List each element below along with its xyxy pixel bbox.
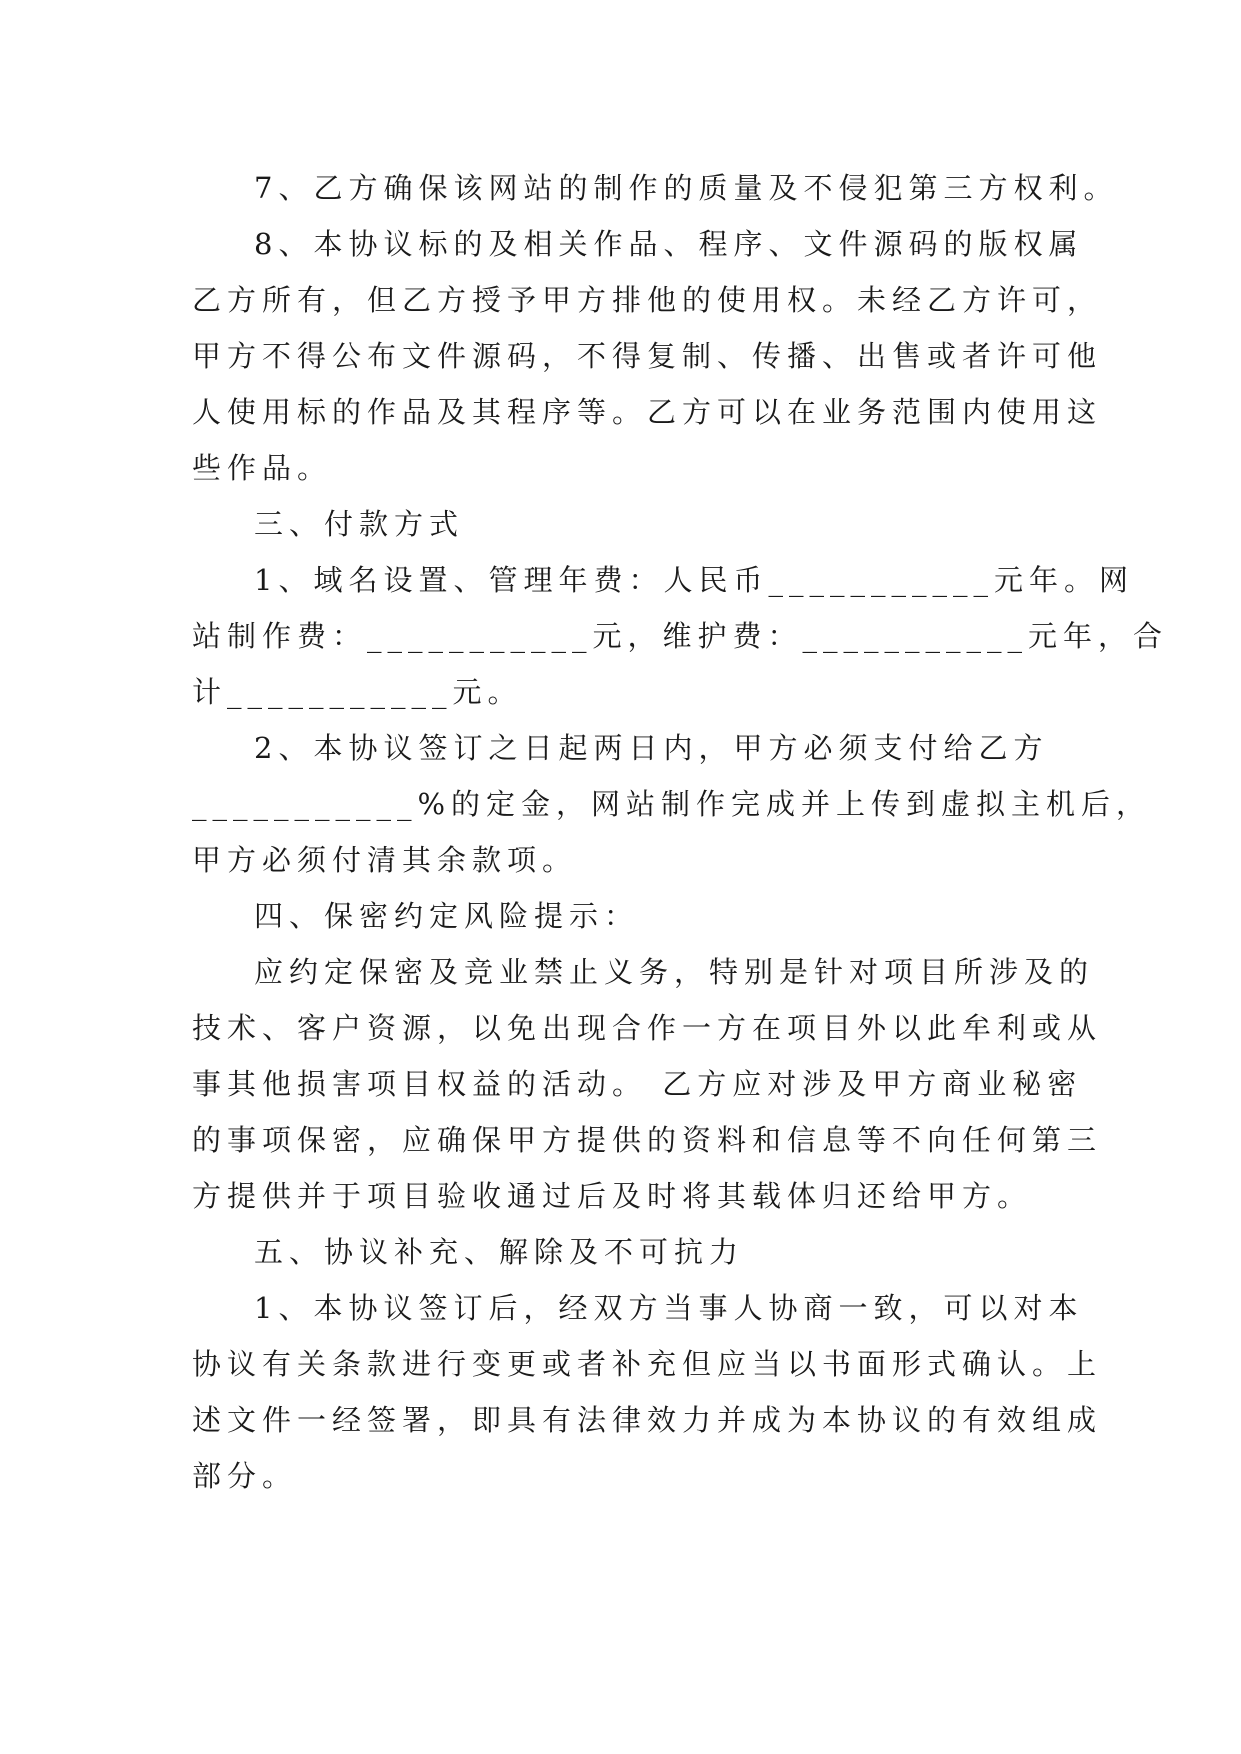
text-line: 些作品。 <box>192 451 333 485</box>
text-line: 的事项保密，应确保甲方提供的资料和信息等不向任何第三 <box>192 1123 1103 1157</box>
text-line: ___________%的定金，网站制作完成并上传到虚拟主机后， <box>192 787 1152 821</box>
text-line: 甲方不得公布文件源码，不得复制、传播、出售或者许可他 <box>192 339 1103 373</box>
text-line: 事其他损害项目权益的活动。 乙方应对涉及甲方商业秘密 <box>192 1067 1083 1101</box>
text-line: 述文件一经签署，即具有法律效力并成为本协议的有效组成 <box>192 1403 1103 1437</box>
text-line: 应约定保密及竞业禁止义务，特别是针对项目所涉及的 <box>254 955 1095 989</box>
text-line: 2、本协议签订之日起两日内，甲方必须支付给乙方 <box>254 731 1049 765</box>
section-heading: 四、保密约定风险提示： <box>254 899 640 933</box>
text-line: 1、域名设置、管理年费：人民币___________元年。网 <box>254 563 1134 597</box>
text-line: 甲方必须付清其余款项。 <box>192 843 578 877</box>
text-line: 站制作费：___________元，维护费：___________元年，合 <box>192 619 1169 653</box>
text-line: 乙方所有，但乙方授予甲方排他的使用权。未经乙方许可， <box>192 283 1103 317</box>
text-line: 7、乙方确保该网站的制作的质量及不侵犯第三方权利。 <box>254 171 1119 205</box>
text-line: 计___________元。 <box>192 675 523 709</box>
text-line: 1、本协议签订后，经双方当事人协商一致，可以对本 <box>254 1291 1084 1325</box>
section-heading: 五、协议补充、解除及不可抗力 <box>254 1235 745 1269</box>
text-line: 技术、客户资源，以免出现合作一方在项目外以此牟利或从 <box>192 1011 1103 1045</box>
section-heading: 三、付款方式 <box>254 507 465 541</box>
text-line: 部分。 <box>192 1459 298 1493</box>
document-body <box>192 160 1169 1504</box>
text-line: 8、本协议标的及相关作品、程序、文件源码的版权属 <box>254 227 1084 261</box>
text-line: 人使用标的作品及其程序等。乙方可以在业务范围内使用这 <box>192 395 1103 429</box>
text-line: 方提供并于项目验收通过后及时将其载体归还给甲方。 <box>192 1179 1033 1213</box>
text-line: 协议有关条款进行变更或者补充但应当以书面形式确认。上 <box>192 1347 1103 1381</box>
